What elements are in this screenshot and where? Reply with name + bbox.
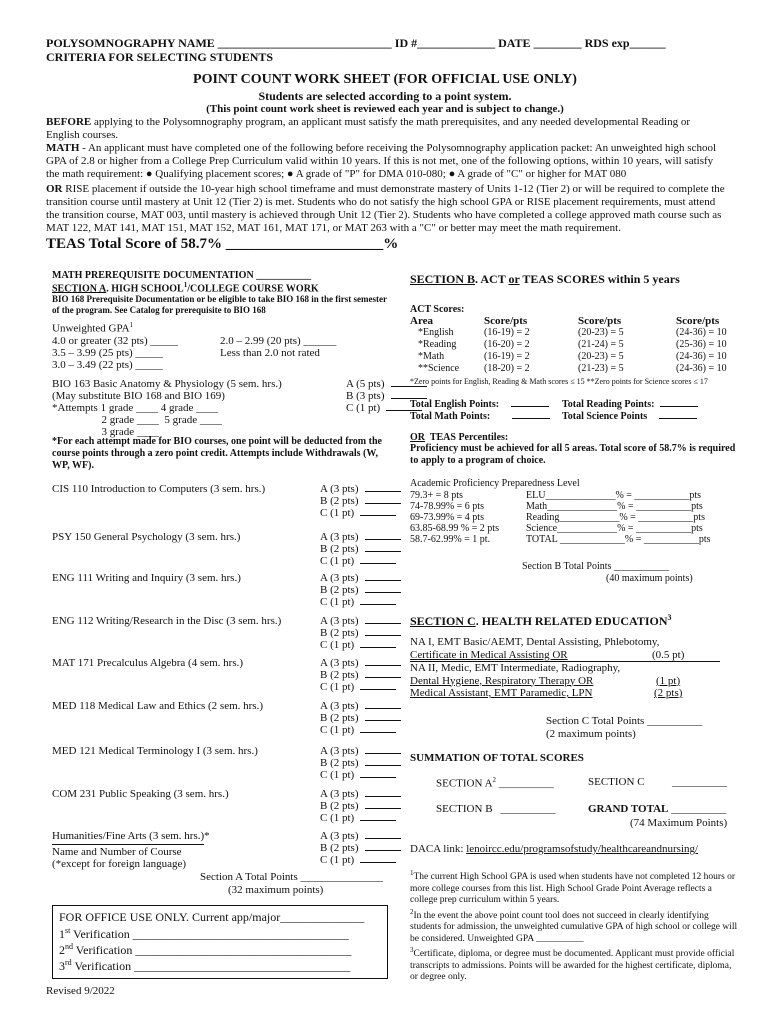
course-name-label: Name and Number of Course: [52, 846, 182, 858]
bio-163-block: BIO 163 Basic Anatomy & Physiology (5 sem. hrs.) (May substitute BIO 168 and BIO 169) *Attempts 1 grade ____ 4 grade ____ 2 grade ____ 5 grade ____ 3 grade ____: [52, 378, 282, 438]
footnotes: [410, 868, 740, 984]
attempt-note: *For each attempt made for BIO courses, one point will be deducted from the course points through a zero point credit. Attempts include Withdrawals (W, WP, WF).: [52, 436, 382, 471]
grade-option: A (3 pts): [320, 615, 359, 627]
act-score: (21-23) = 5: [578, 363, 624, 374]
course-grades: [320, 745, 401, 781]
grade-blank[interactable]: [365, 495, 401, 504]
grade-option: B (2 pts): [320, 627, 359, 639]
act-area: *Math: [418, 351, 445, 362]
act-row: [410, 363, 731, 375]
teas-area: ELU______________% = ___________pts: [526, 490, 702, 501]
grade-blank[interactable]: [365, 700, 401, 709]
course-grades: [320, 572, 401, 608]
daca-line: DACA link: lenoircc.edu/programsofstudy/healthcareandnursing/: [410, 843, 699, 855]
grade-option: A (3 pts): [320, 788, 359, 800]
grade-blank[interactable]: [360, 639, 396, 648]
gpa-option: 4.0 or greater (32 pts) _____: [52, 335, 178, 347]
grade-option: B (2 pts): [320, 712, 359, 724]
first-verification: 1st Verification ____________________________________: [59, 926, 349, 941]
grade-blank[interactable]: [365, 800, 401, 809]
grade-blank[interactable]: [365, 483, 401, 492]
grade-blank[interactable]: [365, 657, 401, 666]
section-c-max: (2 maximum points): [546, 728, 636, 740]
before-text: applying to the Polysomnography program, an applicant must satisfy the math prerequisites, and any needed developmental Reading or English courses.: [46, 116, 690, 141]
act-score: (16-19) = 2: [484, 351, 530, 362]
act-row: [410, 339, 731, 351]
act-row: [410, 327, 731, 339]
course-name: PSY 150 General Psychology (3 sem. hrs.): [52, 531, 241, 543]
act-score: (18-20) = 2: [484, 363, 530, 374]
math-label: MATH: [46, 142, 80, 154]
grade-option: B (2 pts): [320, 584, 359, 596]
grade-option: C (1 pt): [320, 596, 355, 608]
grade-option: A (3 pts): [320, 483, 359, 495]
course-name: ENG 112 Writing/Research in the Disc (3 sem. hrs.): [52, 615, 282, 627]
grade-blank[interactable]: [360, 507, 396, 516]
sum-section-c-line: __________: [672, 776, 727, 788]
course-grades: [320, 531, 401, 567]
teas-areas: [526, 490, 711, 545]
section-a-max: (32 maximum points): [228, 884, 324, 896]
grade-option: A (3 pts): [320, 745, 359, 757]
grade-blank[interactable]: [365, 615, 401, 624]
act-score: (16-20) = 2: [484, 339, 530, 350]
bio-168-note: BIO 168 Prerequisite Documentation or be eligible to take BIO 168 in the first semester of the program. See Catalog for prerequisite to BIO 168: [52, 294, 387, 315]
gpa-option: 2.0 – 2.99 (20 pts) ______: [220, 335, 337, 347]
act-area: *English: [418, 327, 454, 338]
sum-section-a: SECTION $A^2$ __________: [436, 776, 554, 790]
course-grades: [320, 483, 401, 519]
teas-proficiency-note: Proficiency must be achieved for all 5 areas. Total score of 58.7% is required to apply to a program of choice.: [410, 443, 736, 466]
or-text: RISE placement if outside the 10-year high school timeframe and must demonstrate mastery of Units 1-12 (Tier 2) or will be required to complete the transition course until mastery at Unit 12 (Tier 2) is met. Students who do not satisfy the high school GPA or RISE placement requirements, must attend the transition course, MAT 003, until mastery is achieved through Unit 12 (Tier 2). Students who have completed a college approved math course such as MAT 122, MAT 141, MAT 151, MAT 152, MAT 161, MAT 171, or MAT 263 with a "C" or better may meet the math requirement.: [46, 183, 725, 234]
summation-heading: SUMMATION OF TOTAL SCORES: [410, 752, 584, 764]
grade-blank[interactable]: [360, 854, 396, 863]
teas-percentiles-heading: OR TEAS Percentiles:: [410, 432, 509, 443]
grand-total-max: (74 Maximum Points): [630, 817, 728, 829]
grand-total: GRAND TOTAL __________: [588, 803, 727, 815]
intro-before: [46, 116, 726, 142]
bio-163-grades: A (5 pts) B (3 pts) C (1 pt): [346, 378, 427, 414]
office-use-box: [52, 905, 388, 979]
teas-area: Science____________% = ___________pts: [526, 523, 703, 534]
before-label: BEFORE: [46, 116, 92, 128]
course-name: MED 121 Medical Terminology I (3 sem. hrs.): [52, 745, 258, 757]
header-line-name-id-date: POLYSOMNOGRAPHY NAME _____________________________ ID #_____________ DATE ________ RDS exp______: [46, 36, 666, 50]
course-grades: [320, 700, 401, 736]
grade-blank[interactable]: [365, 745, 401, 754]
revised-date: Revised 9/2022: [46, 985, 115, 997]
act-score: (20-23) = 5: [578, 327, 624, 338]
act-score: (21-24) = 5: [578, 339, 624, 350]
app-level-label: Academic Proficiency Preparedness Level: [410, 478, 580, 489]
grade-blank[interactable]: [360, 596, 396, 605]
grade-blank[interactable]: [365, 712, 401, 721]
teas-total-score: TEAS Total Score of 58.7% _____________________%: [46, 236, 399, 252]
section-c-heading: SECTION C. HEALTH RELATED EDUCATION$^3$: [410, 613, 672, 628]
act-row: [410, 351, 731, 363]
page-title: POINT COUNT WORK SHEET (FOR OFFICIAL USE ONLY): [193, 72, 577, 87]
grade-option: C (1 pt): [320, 639, 355, 651]
footnote-3: $^3$Certificate, diploma, or degree must be documented. Applicant must provide official transcripts to admissions. Points will be awarded for the highest certificate, diploma, or degree only.: [410, 946, 735, 983]
grade-option: B (2 pts): [320, 543, 359, 555]
third-verification: 3rd Verification ____________________________________: [59, 958, 351, 973]
course-grades: [320, 788, 401, 824]
course-name: ENG 111 Writing and Inquiry (3 sem. hrs.): [52, 572, 241, 584]
course-grades: [320, 830, 401, 866]
health-education-list: NA I, EMT Basic/AEMT, Dental Assisting, Phlebotomy, Certificate in Medical Assisting OR (0.5 pt) NA II, Medic, EMT Intermediate, Radiography, Dental Hygiene, Respiratory Therapy OR (1 pt) Medical Assistant, EMT Paramedic, LPN (2 pts): [410, 636, 720, 700]
act-score: (24-36) = 10: [676, 327, 727, 338]
act-area: **Science: [418, 363, 460, 374]
teas-levels: [410, 490, 499, 545]
grade-option: A (3 pts): [320, 572, 359, 584]
footnote-1: $^1$The current High School GPA is used when students have not completed 12 hours or more college courses from this list. High School Grade Point Average reflects a college prep curriculum within 5 years.: [410, 869, 736, 906]
section-b-heading: SECTION B. ACT or TEAS SCORES within 5 years: [410, 272, 680, 286]
grade-blank[interactable]: [365, 531, 401, 540]
section-a-heading: SECTION A. HIGH SCHOOL$^1$/COLLEGE COURSE WORK: [52, 281, 319, 295]
act-col-score: Score/pts: [484, 315, 528, 327]
total-english: Total English Points:: [410, 396, 549, 410]
grade-blank[interactable]: [360, 769, 396, 778]
course-name: CIS 110 Introduction to Computers (3 sem. hrs.): [52, 483, 266, 495]
daca-link[interactable]: lenoircc.edu/programsofstudy/healthcareandnursing/: [466, 843, 699, 855]
grade-option: A (3 pts): [320, 657, 359, 669]
intro-or: [46, 183, 726, 235]
grade-blank[interactable]: [365, 543, 401, 552]
or-label: OR: [46, 183, 63, 195]
course-grades: [320, 657, 401, 693]
act-col-area: Area: [410, 315, 434, 327]
grade-blank[interactable]: [365, 757, 401, 766]
course-name: MAT 171 Precalculus Algebra (4 sem. hrs.): [52, 657, 244, 669]
teas-level: 58.7-62.99% = 1 pt.: [410, 534, 491, 545]
act-area: *Reading: [418, 339, 457, 350]
math-text: - An applicant must have completed one of the following before receiving the Polysomnography application packet: An unweighted high school GPA of 2.8 or higher from a College Prep Curriculum valid within 10 years. If this is not met, one of the following options, within 10 years, will satisfy the math requirement: ● Qualifying placement scores; ● A grade of "P" for DMA 010-080; ● A grade of "C" or higher for MAT 080: [46, 142, 717, 180]
act-table: [410, 315, 731, 375]
grade-option: B (2 pts): [320, 669, 359, 681]
total-science: Total Science Points: [562, 408, 697, 422]
footnote-2: $^2$In the event the above point count tool does not succeed in clearly identifying students for admission, the unweighted cumulative GPA of high school or college will be considered. Unweighted GPA __________: [410, 907, 738, 944]
gpa-options-left: [52, 335, 178, 371]
act-zero-note: *Zero points for English, Reading & Math scores ≤ 15 **Zero points for Science scores ≤ 17: [410, 377, 708, 386]
gpa-label: Unweighted GPA$^1$: [52, 321, 134, 335]
grade-option: C (1 pt): [320, 769, 355, 781]
course-grades: [320, 615, 401, 651]
teas-area: Reading____________% = ___________pts: [526, 512, 705, 523]
course-name-line: [52, 844, 204, 845]
grade-option: C (1 pt): [320, 812, 355, 824]
grade-option: A (3 pts): [320, 830, 359, 842]
grade-blank[interactable]: [365, 627, 401, 636]
total-reading: Total Reading Points:: [562, 396, 698, 410]
foreign-language-note: (*except for foreign language): [52, 858, 187, 870]
course-name: Humanities/Fine Arts (3 sem. hrs.)*: [52, 830, 210, 842]
grade-option: A (3 pts): [320, 700, 359, 712]
course-name: MED 118 Medical Law and Ethics (2 sem. hrs.): [52, 700, 263, 712]
grade-blank[interactable]: [365, 669, 401, 678]
grade-blank[interactable]: [360, 555, 396, 564]
grade-blank[interactable]: [360, 724, 396, 733]
gpa-option: 3.5 – 3.99 (25 pts) _____: [52, 347, 163, 359]
math-prereq-doc: MATH PREREQUISITE DOCUMENTATION ___________: [52, 270, 312, 281]
act-score: (24-36) = 10: [676, 351, 727, 362]
act-score: (24-36) = 10: [676, 363, 727, 374]
office-current-app: FOR OFFICE USE ONLY. Current app/major______________: [59, 910, 365, 924]
teas-level: 79.3+ = 8 pts: [410, 490, 463, 501]
sum-section-c: SECTION C: [588, 776, 645, 788]
intro-math: [46, 142, 726, 181]
header-criteria: CRITERIA FOR SELECTING STUDENTS: [46, 50, 274, 64]
act-score: (20-23) = 5: [578, 351, 624, 362]
grade-option: C (1 pt): [320, 507, 355, 519]
teas-area: Math______________% = ___________pts: [526, 501, 703, 512]
gpa-option: 3.0 – 3.49 (22 pts) _____: [52, 359, 163, 371]
act-scores-label: ACT Scores:: [410, 304, 465, 315]
teas-area: TOTAL _____________% = ___________pts: [526, 534, 711, 545]
page-subtitle: Students are selected according to a point system.: [258, 89, 512, 103]
section-c-total: Section C Total Points __________: [546, 715, 703, 727]
section-b-max: (40 maximum points): [606, 573, 693, 584]
grade-blank[interactable]: [365, 830, 401, 839]
gpa-options-right: [220, 335, 336, 359]
grade-option: B (2 pts): [320, 757, 359, 769]
grade-option: B (2 pts): [320, 842, 359, 854]
grade-option: C (1 pt): [320, 724, 355, 736]
section-b-total: Section B Total Points ___________: [522, 561, 669, 572]
grade-blank[interactable]: [365, 572, 401, 581]
act-score: (16-19) = 2: [484, 327, 530, 338]
course-name: COM 231 Public Speaking (3 sem. hrs.): [52, 788, 229, 800]
grade-option: B (2 pts): [320, 800, 359, 812]
grade-blank[interactable]: [360, 681, 396, 690]
grade-option: C (1 pt): [320, 555, 355, 567]
grade-option: B (2 pts): [320, 495, 359, 507]
act-col-score: Score/pts: [578, 315, 622, 327]
teas-level: 69-73.99% = 4 pts: [410, 512, 484, 523]
grade-option: A (3 pts): [320, 531, 359, 543]
grade-blank[interactable]: [365, 788, 401, 797]
grade-blank[interactable]: [365, 842, 401, 851]
total-math: Total Math Points:: [410, 408, 550, 422]
second-verification: 2nd Verification ____________________________________: [59, 942, 352, 957]
teas-level: 63.85-68.99 % = 2 pts: [410, 523, 499, 534]
sum-section-b: SECTION B __________: [436, 803, 556, 815]
grade-option: C (1 pt): [320, 681, 355, 693]
section-a-total: Section A Total Points _______________: [200, 871, 383, 883]
review-note: (This point count work sheet is reviewed each year and is subject to change.): [206, 103, 564, 115]
gpa-option: Less than 2.0 not rated: [220, 347, 320, 359]
teas-level: 74-78.99% = 6 pts: [410, 501, 484, 512]
act-col-score: Score/pts: [676, 315, 720, 327]
grade-blank[interactable]: [365, 584, 401, 593]
grade-option: C (1 pt): [320, 854, 355, 866]
grade-blank[interactable]: [360, 812, 396, 821]
act-score: (25-36) = 10: [676, 339, 727, 350]
